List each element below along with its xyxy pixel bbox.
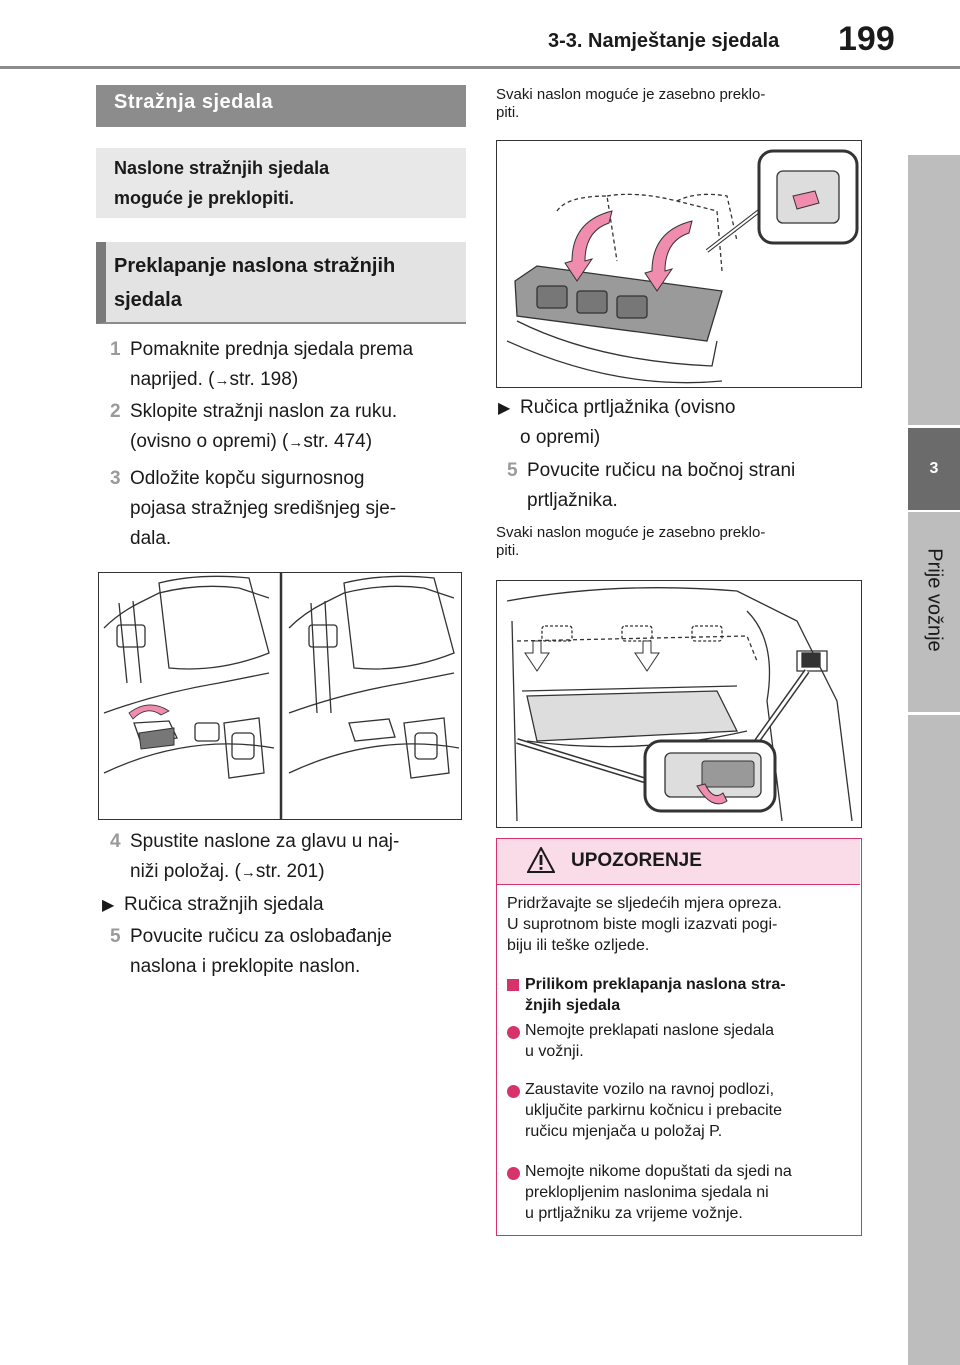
step-number: 5 [110, 926, 121, 947]
note-fold-separately-1: Svaki naslon moguće je zasebno preklo- piti. [496, 86, 766, 121]
warning-item-2: Zaustavite vozilo na ravnoj podlozi, uključite parkirnu kočnicu i prebacite ručicu mjenjača u položaj P. [525, 1081, 783, 1140]
side-tab-lower [908, 715, 960, 1365]
step-line: Povucite ručicu na bočnoj strani [527, 460, 796, 481]
side-tab-upper [908, 155, 960, 425]
warning-dot-bullet-icon [507, 1085, 520, 1098]
step-line: Odložite kopču sigurnosnog [130, 468, 365, 489]
figure-seatbelt-buckle [98, 572, 462, 820]
warning-triangle-icon [527, 847, 555, 873]
step-line: Pomaknite prednja sjedala prema [130, 339, 414, 360]
fold-arrow-icon [565, 211, 612, 281]
subheading [96, 242, 466, 324]
fold-arrow-icon [635, 641, 659, 671]
step-5-rear-seat [110, 922, 392, 982]
page-number: 199 [838, 20, 895, 58]
header-rule [0, 66, 960, 69]
reference-arrow-icon: → [240, 864, 256, 881]
step-line: naslona i preklopite naslon. [130, 956, 361, 977]
step-number: 5 [507, 460, 518, 481]
warning-box [496, 838, 862, 1236]
subheading-line-1: Preklapanje naslona stražnjih [114, 255, 396, 277]
chapter-number-tab: 3 [908, 428, 960, 510]
fold-arrow-icon [525, 641, 549, 671]
warning-item-3: Nemojte nikome dopuštati da sjedi na preklopljenim naslonima sjedala ni u prtljažniku za vrijeme vožnje. [525, 1163, 792, 1222]
intro-box [96, 148, 466, 218]
step-5-trunk [507, 456, 796, 516]
warning-square-bullet-icon [507, 979, 519, 991]
subheading-line-2: sjedala [114, 289, 182, 311]
step-line: pojasa stražnjeg središnjeg sje- [130, 498, 397, 519]
warning-intro: Pridržavajte se sljedećih mjera opreza. U suprotnom biste mogli izazvati pogi- biju ili teške ozljede. [507, 895, 782, 954]
bullet-trunk-handle: ▶ Ručica prtljažnika (ovisno o opremi) [520, 393, 735, 453]
step-4 [110, 827, 400, 888]
note-fold-separately-2: Svaki naslon moguće je zasebno preklo- piti. [496, 524, 766, 559]
step-number: 2 [110, 401, 121, 422]
figure-trunk-lever [496, 580, 862, 828]
warning-header [497, 839, 860, 885]
chapter-label: Prije vožnje [923, 548, 946, 652]
step-number: 4 [110, 831, 121, 852]
motion-arrow-icon [129, 705, 169, 719]
reference-arrow-icon: → [288, 434, 304, 451]
reference-arrow-icon: → [214, 372, 230, 389]
step-3 [110, 464, 397, 554]
bullet-rear-seat-handle: ▶ Ručica stražnjih sjedala [124, 890, 324, 920]
warning-dot-bullet-icon [507, 1167, 520, 1180]
step-2 [110, 397, 398, 458]
step-line: Sklopite stražnji naslon za ruku. [130, 401, 398, 422]
step-number: 3 [110, 468, 121, 489]
step-line: dala. [130, 528, 172, 549]
step-number: 1 [110, 339, 121, 360]
section-title: Stražnja sjedala [96, 85, 466, 127]
step-1 [110, 335, 414, 396]
trunk-lever-illustration [497, 581, 862, 828]
fold-arrow-icon [645, 221, 692, 291]
intro-line-1: Naslone stražnjih sjedala [114, 158, 330, 178]
step-line: Povucite ručicu za oslobađanje [130, 926, 392, 947]
warning-subheading: Prilikom preklapanja naslona stra- žnjih sjedala [525, 976, 786, 1014]
figure-folding-seatbacks [496, 140, 862, 388]
folding-seatbacks-illustration [497, 141, 862, 388]
seatbelt-buckle-illustration [99, 573, 462, 820]
step-line: (ovisno o opremi) (→str. 474) [130, 431, 373, 452]
warning-title: UPOZORENJE [571, 850, 702, 871]
step-line: prtljažnika. [527, 490, 618, 511]
warning-item-1: Nemojte preklapati naslone sjedala u vožnji. [525, 1022, 775, 1060]
bullet-triangle-icon: ▶ [498, 400, 511, 417]
warning-dot-bullet-icon [507, 1026, 520, 1039]
step-line: niži položaj. (→str. 201) [130, 861, 325, 882]
step-line: naprijed. (→str. 198) [130, 369, 299, 390]
intro-line-2: moguće je preklopiti. [114, 188, 295, 208]
bullet-triangle-icon: ▶ [102, 897, 115, 914]
step-line: Spustite naslone za glavu u naj- [130, 831, 400, 852]
running-header-title: 3-3. Namještanje sjedala [548, 30, 780, 52]
